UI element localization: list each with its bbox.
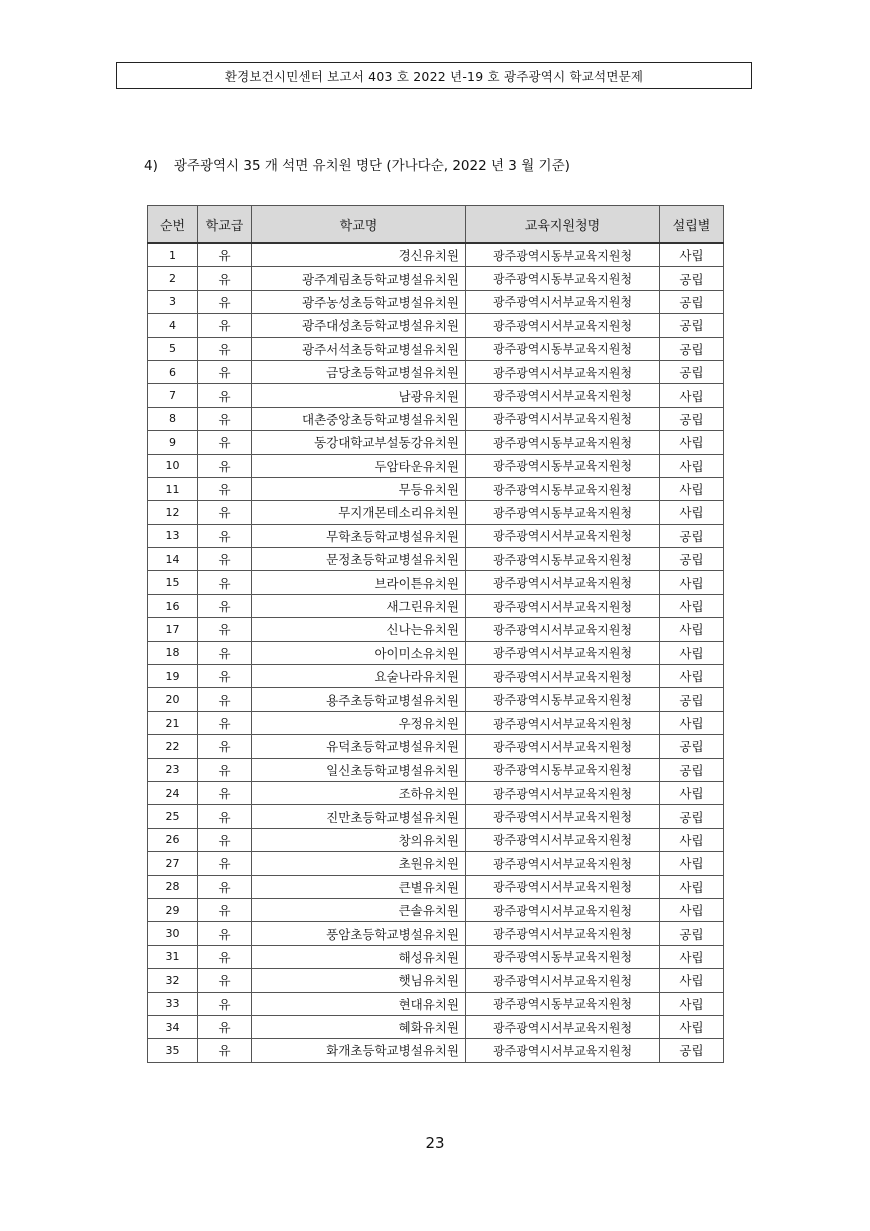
row-seq: 8 xyxy=(148,407,198,430)
kindergarten-table xyxy=(147,205,724,1063)
row-school-name: 초원유치원 xyxy=(252,852,466,875)
row-level: 유 xyxy=(198,407,252,430)
row-seq: 2 xyxy=(148,267,198,290)
table-row xyxy=(148,875,724,898)
column-header-level: 학교급 xyxy=(198,206,252,244)
table-row xyxy=(148,688,724,711)
row-education-office: 광주광역시서부교육지원청 xyxy=(466,665,660,688)
row-seq: 23 xyxy=(148,758,198,781)
table-row xyxy=(148,852,724,875)
row-school-name: 현대유치원 xyxy=(252,992,466,1015)
row-establishment: 사립 xyxy=(660,594,724,617)
row-seq: 31 xyxy=(148,945,198,968)
row-level: 유 xyxy=(198,431,252,454)
row-level: 유 xyxy=(198,828,252,851)
row-establishment: 공립 xyxy=(660,805,724,828)
row-school-name: 광주농성초등학교병설유치원 xyxy=(252,290,466,313)
row-education-office: 광주광역시동부교육지원청 xyxy=(466,501,660,524)
row-level: 유 xyxy=(198,735,252,758)
row-establishment: 사립 xyxy=(660,1015,724,1038)
row-school-name: 진만초등학교병설유치원 xyxy=(252,805,466,828)
row-education-office: 광주광역시서부교육지원청 xyxy=(466,618,660,641)
row-level: 유 xyxy=(198,618,252,641)
row-establishment: 사립 xyxy=(660,828,724,851)
row-school-name: 무지개몬테소리유치원 xyxy=(252,501,466,524)
row-school-name: 경신유치원 xyxy=(252,243,466,267)
row-level: 유 xyxy=(198,267,252,290)
table-row xyxy=(148,922,724,945)
table-row xyxy=(148,501,724,524)
row-seq: 19 xyxy=(148,665,198,688)
section-title xyxy=(144,154,570,174)
row-school-name: 새그린유치원 xyxy=(252,594,466,617)
row-school-name: 광주서석초등학교병설유치원 xyxy=(252,337,466,360)
row-level: 유 xyxy=(198,969,252,992)
row-seq: 16 xyxy=(148,594,198,617)
table-row xyxy=(148,548,724,571)
table-row xyxy=(148,384,724,407)
row-education-office: 광주광역시서부교육지원청 xyxy=(466,290,660,313)
column-header-establishment: 설립별 xyxy=(660,206,724,244)
row-seq: 15 xyxy=(148,571,198,594)
row-establishment: 공립 xyxy=(660,337,724,360)
row-education-office: 광주광역시동부교육지원청 xyxy=(466,337,660,360)
row-level: 유 xyxy=(198,781,252,804)
row-establishment: 사립 xyxy=(660,969,724,992)
row-seq: 21 xyxy=(148,711,198,734)
row-establishment: 사립 xyxy=(660,711,724,734)
table-row xyxy=(148,314,724,337)
column-header-seq: 순번 xyxy=(148,206,198,244)
row-establishment: 사립 xyxy=(660,665,724,688)
row-education-office: 광주광역시동부교육지원청 xyxy=(466,431,660,454)
row-education-office: 광주광역시서부교육지원청 xyxy=(466,781,660,804)
column-header-education-office: 교육지원청명 xyxy=(466,206,660,244)
row-establishment: 공립 xyxy=(660,267,724,290)
row-seq: 9 xyxy=(148,431,198,454)
row-establishment: 공립 xyxy=(660,314,724,337)
table-row xyxy=(148,781,724,804)
row-education-office: 광주광역시서부교육지원청 xyxy=(466,314,660,337)
row-education-office: 광주광역시서부교육지원청 xyxy=(466,360,660,383)
row-level: 유 xyxy=(198,243,252,267)
row-establishment: 사립 xyxy=(660,945,724,968)
row-school-name: 창의유치원 xyxy=(252,828,466,851)
row-school-name: 신나는유치원 xyxy=(252,618,466,641)
row-level: 유 xyxy=(198,922,252,945)
row-seq: 3 xyxy=(148,290,198,313)
row-establishment: 사립 xyxy=(660,501,724,524)
row-establishment: 공립 xyxy=(660,290,724,313)
row-establishment: 사립 xyxy=(660,852,724,875)
row-level: 유 xyxy=(198,337,252,360)
row-level: 유 xyxy=(198,758,252,781)
row-establishment: 사립 xyxy=(660,431,724,454)
row-seq: 33 xyxy=(148,992,198,1015)
report-header-text: 환경보건시민센터 보고서 403 호 2022 년-19 호 광주광역시 학교석면문제 xyxy=(224,68,644,84)
table-row xyxy=(148,267,724,290)
row-level: 유 xyxy=(198,805,252,828)
table-row xyxy=(148,1039,724,1062)
row-seq: 27 xyxy=(148,852,198,875)
row-education-office: 광주광역시동부교육지원청 xyxy=(466,945,660,968)
row-education-office: 광주광역시서부교육지원청 xyxy=(466,828,660,851)
table-header-row xyxy=(148,206,724,244)
row-school-name: 해성유치원 xyxy=(252,945,466,968)
row-school-name: 문정초등학교병설유치원 xyxy=(252,548,466,571)
table-row xyxy=(148,594,724,617)
row-school-name: 큰솔유치원 xyxy=(252,898,466,921)
row-school-name: 광주대성초등학교병설유치원 xyxy=(252,314,466,337)
row-establishment: 사립 xyxy=(660,618,724,641)
row-seq: 30 xyxy=(148,922,198,945)
row-level: 유 xyxy=(198,290,252,313)
row-school-name: 우정유치원 xyxy=(252,711,466,734)
row-establishment: 공립 xyxy=(660,360,724,383)
table-row xyxy=(148,945,724,968)
row-school-name: 무학초등학교병설유치원 xyxy=(252,524,466,547)
table-row xyxy=(148,1015,724,1038)
row-seq: 1 xyxy=(148,243,198,267)
table-row xyxy=(148,243,724,267)
table-body xyxy=(148,243,724,1062)
table-row xyxy=(148,360,724,383)
row-education-office: 광주광역시서부교육지원청 xyxy=(466,524,660,547)
row-establishment: 공립 xyxy=(660,548,724,571)
row-establishment: 공립 xyxy=(660,524,724,547)
row-education-office: 광주광역시서부교육지원청 xyxy=(466,922,660,945)
section-title-text: 광주광역시 35 개 석면 유치원 명단 (가나다순, 2022 년 3 월 기준) xyxy=(173,158,570,174)
table-row xyxy=(148,992,724,1015)
row-seq: 7 xyxy=(148,384,198,407)
table-row xyxy=(148,711,724,734)
section-number: 4) xyxy=(144,158,158,174)
row-establishment: 공립 xyxy=(660,735,724,758)
row-seq: 28 xyxy=(148,875,198,898)
row-education-office: 광주광역시서부교육지원청 xyxy=(466,735,660,758)
row-level: 유 xyxy=(198,314,252,337)
row-seq: 20 xyxy=(148,688,198,711)
row-education-office: 광주광역시동부교육지원청 xyxy=(466,454,660,477)
row-establishment: 사립 xyxy=(660,477,724,500)
row-school-name: 큰별유치원 xyxy=(252,875,466,898)
row-education-office: 광주광역시동부교육지원청 xyxy=(466,267,660,290)
row-education-office: 광주광역시동부교육지원청 xyxy=(466,243,660,267)
table-row xyxy=(148,758,724,781)
table-row xyxy=(148,618,724,641)
row-school-name: 동강대학교부설동강유치원 xyxy=(252,431,466,454)
table-row xyxy=(148,431,724,454)
row-school-name: 요술나라유치원 xyxy=(252,665,466,688)
row-establishment: 사립 xyxy=(660,641,724,664)
row-education-office: 광주광역시서부교육지원청 xyxy=(466,384,660,407)
row-education-office: 광주광역시서부교육지원청 xyxy=(466,1039,660,1062)
row-education-office: 광주광역시서부교육지원청 xyxy=(466,805,660,828)
row-level: 유 xyxy=(198,360,252,383)
row-seq: 29 xyxy=(148,898,198,921)
row-establishment: 사립 xyxy=(660,781,724,804)
row-seq: 26 xyxy=(148,828,198,851)
row-seq: 14 xyxy=(148,548,198,571)
row-school-name: 유덕초등학교병설유치원 xyxy=(252,735,466,758)
row-school-name: 두암타운유치원 xyxy=(252,454,466,477)
table-row xyxy=(148,641,724,664)
row-education-office: 광주광역시동부교육지원청 xyxy=(466,758,660,781)
row-level: 유 xyxy=(198,548,252,571)
row-level: 유 xyxy=(198,477,252,500)
row-school-name: 혜화유치원 xyxy=(252,1015,466,1038)
row-level: 유 xyxy=(198,384,252,407)
row-level: 유 xyxy=(198,898,252,921)
row-level: 유 xyxy=(198,875,252,898)
row-establishment: 공립 xyxy=(660,758,724,781)
row-establishment: 사립 xyxy=(660,898,724,921)
table-row xyxy=(148,969,724,992)
table-row xyxy=(148,805,724,828)
row-seq: 18 xyxy=(148,641,198,664)
row-seq: 13 xyxy=(148,524,198,547)
row-school-name: 남광유치원 xyxy=(252,384,466,407)
row-establishment: 사립 xyxy=(660,243,724,267)
row-establishment: 사립 xyxy=(660,454,724,477)
report-header xyxy=(116,62,752,89)
row-seq: 22 xyxy=(148,735,198,758)
row-level: 유 xyxy=(198,594,252,617)
kindergarten-table-container xyxy=(147,205,724,1063)
row-school-name: 화개초등학교병설유치원 xyxy=(252,1039,466,1062)
row-establishment: 사립 xyxy=(660,384,724,407)
row-level: 유 xyxy=(198,524,252,547)
row-education-office: 광주광역시서부교육지원청 xyxy=(466,641,660,664)
row-establishment: 공립 xyxy=(660,688,724,711)
table-row xyxy=(148,337,724,360)
row-seq: 25 xyxy=(148,805,198,828)
row-seq: 5 xyxy=(148,337,198,360)
row-education-office: 광주광역시서부교육지원청 xyxy=(466,1015,660,1038)
table-row xyxy=(148,477,724,500)
row-level: 유 xyxy=(198,852,252,875)
row-school-name: 무등유치원 xyxy=(252,477,466,500)
row-education-office: 광주광역시서부교육지원청 xyxy=(466,852,660,875)
row-level: 유 xyxy=(198,571,252,594)
table-row xyxy=(148,524,724,547)
table-row xyxy=(148,571,724,594)
row-education-office: 광주광역시서부교육지원청 xyxy=(466,407,660,430)
row-school-name: 브라이튼유치원 xyxy=(252,571,466,594)
row-seq: 17 xyxy=(148,618,198,641)
column-header-school-name: 학교명 xyxy=(252,206,466,244)
row-establishment: 사립 xyxy=(660,992,724,1015)
row-level: 유 xyxy=(198,454,252,477)
row-education-office: 광주광역시동부교육지원청 xyxy=(466,992,660,1015)
row-education-office: 광주광역시서부교육지원청 xyxy=(466,594,660,617)
row-establishment: 사립 xyxy=(660,571,724,594)
row-seq: 35 xyxy=(148,1039,198,1062)
row-education-office: 광주광역시서부교육지원청 xyxy=(466,571,660,594)
row-education-office: 광주광역시서부교육지원청 xyxy=(466,898,660,921)
row-establishment: 사립 xyxy=(660,875,724,898)
row-school-name: 대촌중앙초등학교병설유치원 xyxy=(252,407,466,430)
row-level: 유 xyxy=(198,945,252,968)
row-education-office: 광주광역시서부교육지원청 xyxy=(466,711,660,734)
row-establishment: 공립 xyxy=(660,922,724,945)
row-school-name: 조하유치원 xyxy=(252,781,466,804)
table-row xyxy=(148,828,724,851)
row-establishment: 공립 xyxy=(660,1039,724,1062)
row-seq: 4 xyxy=(148,314,198,337)
table-row xyxy=(148,454,724,477)
row-school-name: 아이미소유치원 xyxy=(252,641,466,664)
row-school-name: 일신초등학교병설유치원 xyxy=(252,758,466,781)
table-row xyxy=(148,735,724,758)
page-number: 23 xyxy=(425,1134,445,1152)
row-level: 유 xyxy=(198,641,252,664)
row-education-office: 광주광역시서부교육지원청 xyxy=(466,969,660,992)
row-level: 유 xyxy=(198,1015,252,1038)
row-establishment: 공립 xyxy=(660,407,724,430)
row-seq: 24 xyxy=(148,781,198,804)
row-school-name: 금당초등학교병설유치원 xyxy=(252,360,466,383)
row-education-office: 광주광역시서부교육지원청 xyxy=(466,875,660,898)
row-school-name: 풍암초등학교병설유치원 xyxy=(252,922,466,945)
table-row xyxy=(148,407,724,430)
row-seq: 12 xyxy=(148,501,198,524)
row-education-office: 광주광역시동부교육지원청 xyxy=(466,477,660,500)
row-level: 유 xyxy=(198,1039,252,1062)
row-seq: 34 xyxy=(148,1015,198,1038)
row-education-office: 광주광역시동부교육지원청 xyxy=(466,548,660,571)
row-school-name: 햇님유치원 xyxy=(252,969,466,992)
table-row xyxy=(148,290,724,313)
row-level: 유 xyxy=(198,688,252,711)
row-level: 유 xyxy=(198,665,252,688)
row-level: 유 xyxy=(198,992,252,1015)
row-seq: 32 xyxy=(148,969,198,992)
table-row xyxy=(148,665,724,688)
row-school-name: 용주초등학교병설유치원 xyxy=(252,688,466,711)
row-education-office: 광주광역시동부교육지원청 xyxy=(466,688,660,711)
row-seq: 11 xyxy=(148,477,198,500)
row-level: 유 xyxy=(198,501,252,524)
row-seq: 10 xyxy=(148,454,198,477)
row-level: 유 xyxy=(198,711,252,734)
row-school-name: 광주계림초등학교병설유치원 xyxy=(252,267,466,290)
row-seq: 6 xyxy=(148,360,198,383)
table-row xyxy=(148,898,724,921)
